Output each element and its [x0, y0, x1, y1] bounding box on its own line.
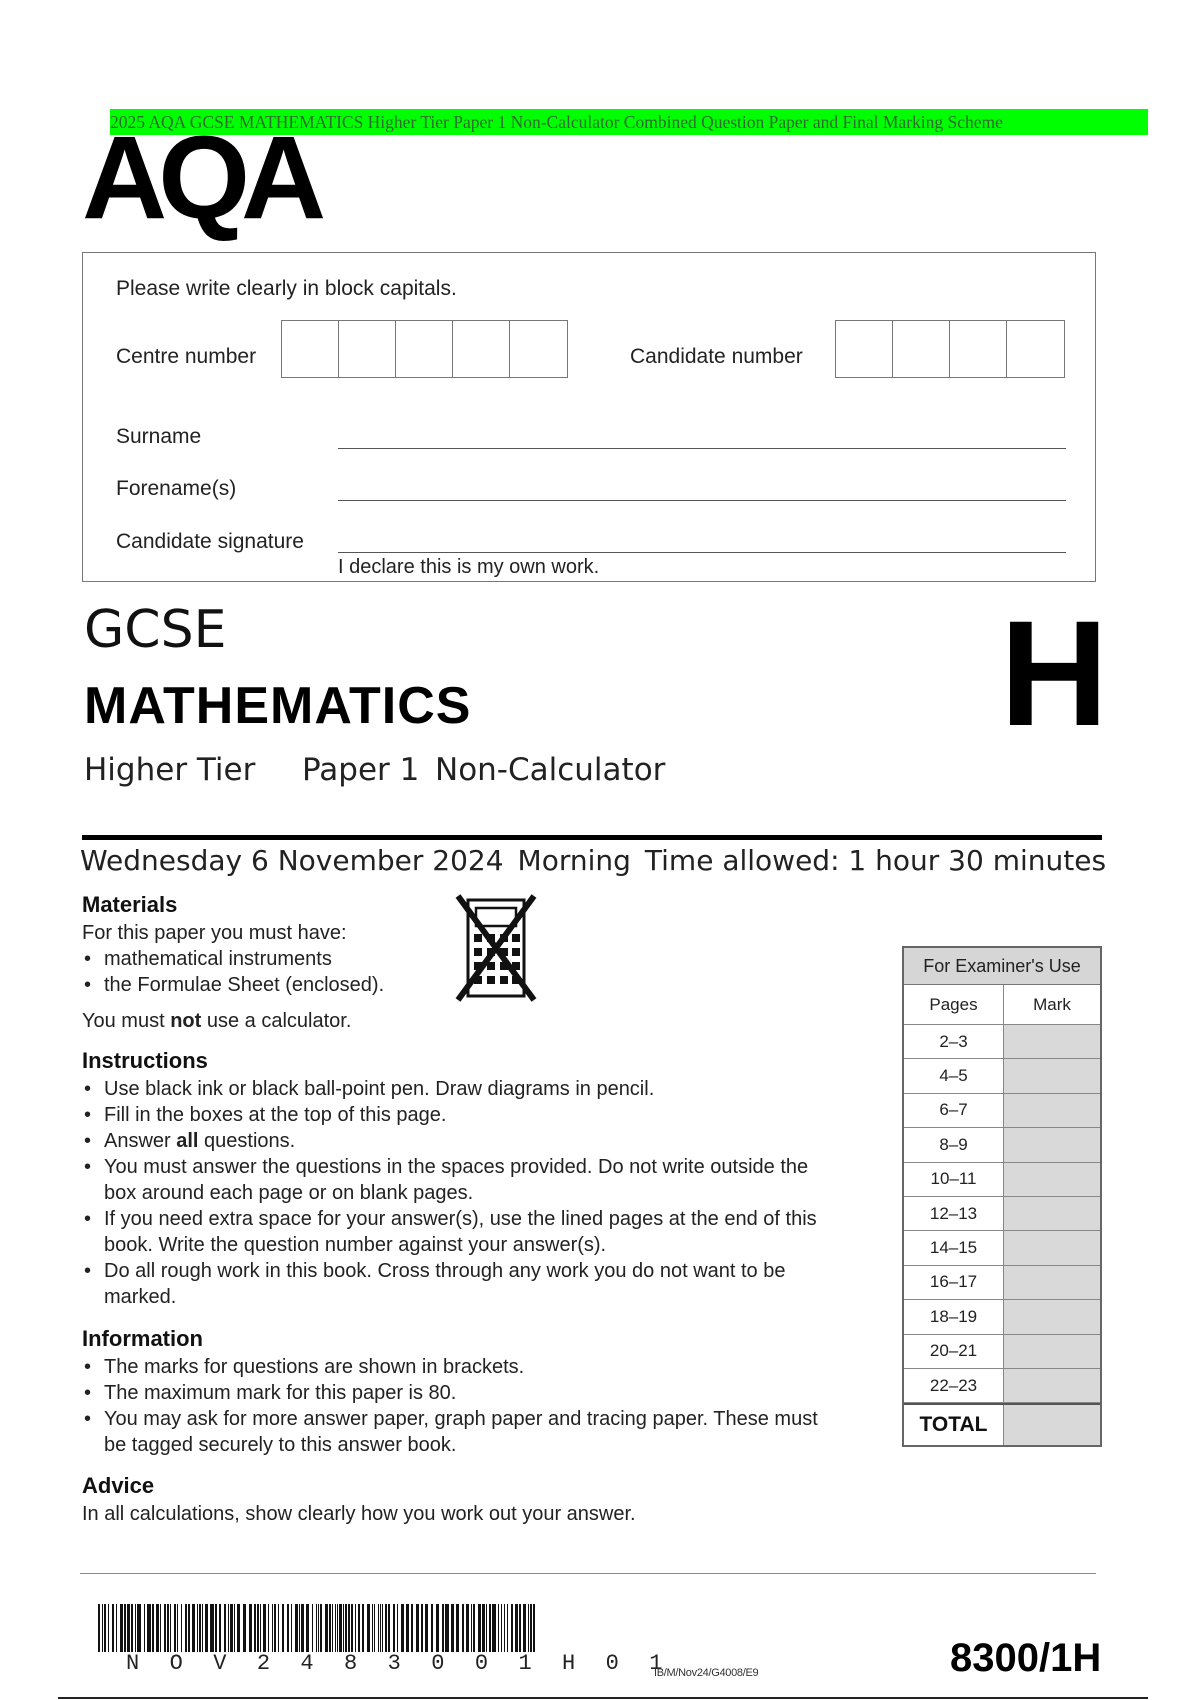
- barcode-bar: [507, 1604, 508, 1652]
- barcode-bar: [170, 1604, 171, 1652]
- centre-number-boxes[interactable]: [281, 320, 568, 378]
- mark-cell: [1004, 1335, 1100, 1368]
- list-item: • The marks for questions are shown in brackets.: [82, 1354, 822, 1380]
- barcode-bar: [382, 1604, 383, 1652]
- footer-divider: [80, 1573, 1096, 1574]
- advice-heading: Advice: [82, 1473, 155, 1498]
- barcode-bar: [291, 1604, 292, 1652]
- barcode-bar: [436, 1604, 439, 1652]
- table-row: [904, 1300, 1100, 1334]
- table-row: [904, 1335, 1100, 1369]
- tier-label: Higher Tier: [84, 752, 256, 788]
- document-title-banner: 2025 AQA GCSE MATHEMATICS Higher Tier Paper 1 Non-Calculator Combined Question Paper and Final Marking Scheme: [110, 109, 1148, 135]
- barcode-bar: [528, 1604, 529, 1652]
- table-row: [904, 1266, 1100, 1300]
- paper-type-label: Non-Calculator: [435, 752, 666, 788]
- barcode-bar: [260, 1604, 261, 1652]
- examiner-use-table: [902, 946, 1102, 1447]
- list-item: • You must answer the questions in the spaces provided. Do not write outside the box around each page or on blank pages.: [82, 1154, 842, 1206]
- list-item: • Use black ink or black ball-point pen. Draw diagrams in pencil.: [82, 1076, 842, 1102]
- barcode-bar: [320, 1604, 322, 1652]
- pages-cell: 22–23: [904, 1369, 1004, 1402]
- barcode-bar: [374, 1604, 375, 1652]
- barcode-bar: [471, 1604, 472, 1652]
- barcode-bar: [147, 1604, 151, 1652]
- candidate-number-digit[interactable]: [950, 321, 1007, 377]
- instructions-heading: Instructions: [82, 1048, 208, 1073]
- mark-cell: [1004, 1094, 1100, 1127]
- barcode-bar: [378, 1604, 379, 1652]
- barcode-bar: [116, 1604, 117, 1652]
- centre-number-label: Centre number: [116, 345, 257, 368]
- total-row: [904, 1403, 1100, 1445]
- barcode-bar: [385, 1604, 387, 1652]
- barcode-bar: [112, 1604, 114, 1652]
- list-item: • Do all rough work in this book. Cross through any work you do not want to be marked.: [82, 1258, 842, 1310]
- barcode-bar: [462, 1604, 464, 1652]
- instruction-bold: all: [176, 1130, 199, 1152]
- barcode-bar: [243, 1604, 246, 1652]
- block-capitals-instruction: Please write clearly in block capitals.: [116, 277, 457, 300]
- barcode-bar: [230, 1604, 233, 1652]
- barcode-bar: [215, 1604, 217, 1652]
- barcode-bar: [135, 1604, 136, 1652]
- table-row: [904, 1197, 1100, 1231]
- barcode-bar: [329, 1604, 331, 1652]
- pages-cell: 20–21: [904, 1335, 1004, 1368]
- barcode-bar: [473, 1604, 475, 1652]
- table-row: [904, 1128, 1100, 1162]
- pages-cell: 16–17: [904, 1266, 1004, 1299]
- barcode-bar: [519, 1604, 521, 1652]
- barcode-bar: [393, 1604, 395, 1652]
- barcode-bar: [367, 1604, 370, 1652]
- information-section: [82, 1326, 822, 1458]
- information-list: [82, 1354, 822, 1458]
- barcode-bar: [515, 1604, 518, 1652]
- centre-number-digit[interactable]: [396, 321, 453, 377]
- barcode-bar: [202, 1604, 203, 1652]
- barcode-bar: [362, 1604, 364, 1652]
- pages-cell: 8–9: [904, 1128, 1004, 1161]
- barcode-bar: [234, 1604, 235, 1652]
- barcode-bar: [104, 1604, 106, 1652]
- barcode-bar: [152, 1604, 154, 1652]
- barcode-bar: [456, 1604, 459, 1652]
- barcode-bar: [482, 1604, 485, 1652]
- page-bottom-rule: [58, 1697, 1148, 1699]
- table-row: [904, 1163, 1100, 1197]
- mark-cell: [1004, 1231, 1100, 1264]
- barcode-bar: [478, 1604, 481, 1652]
- barcode-bar: [425, 1604, 428, 1652]
- barcode-bar: [348, 1604, 350, 1652]
- barcode-bar: [388, 1604, 390, 1652]
- barcode-bar: [306, 1604, 309, 1652]
- mark-cell: [1004, 1163, 1100, 1196]
- calculator-rule-pre: You must: [82, 1010, 171, 1032]
- barcode-bar: [131, 1604, 133, 1652]
- barcode-bar: [416, 1604, 419, 1652]
- mark-cell: [1004, 1128, 1100, 1161]
- barcode-bar: [431, 1604, 433, 1652]
- signature-label: Candidate signature: [116, 530, 304, 553]
- barcode-bar: [199, 1604, 201, 1652]
- barcode-bar: [421, 1604, 423, 1652]
- barcode-bar: [98, 1604, 100, 1652]
- barcode-bar: [120, 1604, 123, 1652]
- barcode-image: [98, 1604, 538, 1656]
- table-row: [904, 1231, 1100, 1265]
- barcode-bar: [466, 1604, 469, 1652]
- table-row: [904, 1369, 1100, 1403]
- mark-column-header: Mark: [1004, 985, 1100, 1024]
- barcode-bar: [219, 1604, 221, 1652]
- exam-session: Morning: [517, 844, 631, 877]
- candidate-number-label: Candidate number: [630, 345, 803, 368]
- information-heading: Information: [82, 1326, 203, 1351]
- advice-text: In all calculations, show clearly how you work out your answer.: [82, 1503, 636, 1525]
- total-label: TOTAL: [904, 1405, 1004, 1445]
- barcode-bar: [523, 1604, 526, 1652]
- barcode-bar: [272, 1604, 273, 1652]
- declaration-text: I declare this is my own work.: [338, 556, 600, 578]
- table-row: [904, 1025, 1100, 1059]
- qualification-title: GCSE: [84, 600, 227, 660]
- barcode-bar: [411, 1604, 413, 1652]
- list-item: • the Formulae Sheet (enclosed).: [82, 972, 482, 998]
- list-item: [82, 1128, 842, 1154]
- calculator-rule-not: not: [170, 1010, 202, 1032]
- barcode-bar: [299, 1604, 300, 1652]
- barcode-bar: [442, 1604, 444, 1652]
- materials-intro: For this paper you must have:: [82, 922, 347, 944]
- barcode-bar: [345, 1604, 347, 1652]
- barcode-bar: [316, 1604, 317, 1652]
- title-divider: [82, 835, 1102, 840]
- barcode-bar: [355, 1604, 356, 1652]
- barcode-bar: [188, 1604, 190, 1652]
- barcode-bar: [287, 1604, 289, 1652]
- paper-code: 8300/1H: [950, 1636, 1102, 1680]
- materials-heading: Materials: [82, 892, 178, 917]
- barcode-bar: [144, 1604, 145, 1652]
- barcode-bar: [160, 1604, 161, 1652]
- barcode-bar: [185, 1604, 187, 1652]
- list-item: • The maximum mark for this paper is 80.: [82, 1380, 822, 1406]
- surname-label: Surname: [116, 425, 202, 448]
- examiner-table-title: For Examiner's Use: [904, 948, 1100, 985]
- barcode-bar: [295, 1604, 298, 1652]
- list-item: • You may ask for more answer paper, graph paper and tracing paper. These must be tagged securely to this answer book.: [82, 1406, 822, 1458]
- pages-cell: 18–19: [904, 1300, 1004, 1333]
- barcode-bar: [451, 1604, 454, 1652]
- surname-field[interactable]: [338, 448, 1066, 449]
- barcode-bar: [337, 1604, 338, 1652]
- barcode-bar: [249, 1604, 252, 1652]
- barcode-bar: [137, 1604, 141, 1652]
- barcode-number: N O V 2 4 8 3 0 0 1 H 0 1: [126, 1651, 672, 1676]
- mark-cell: [1004, 1197, 1100, 1230]
- barcode-bar: [268, 1604, 269, 1652]
- barcode-bar: [343, 1604, 344, 1652]
- barcode-bar: [530, 1604, 532, 1652]
- forenames-field[interactable]: [338, 500, 1066, 501]
- barcode-bar: [156, 1604, 159, 1652]
- barcode-bar: [274, 1604, 276, 1652]
- barcode-bar: [372, 1604, 373, 1652]
- total-mark-cell: [1004, 1405, 1100, 1445]
- materials-section: [82, 892, 482, 1034]
- exam-date: Wednesday 6 November 2024: [80, 844, 504, 877]
- forenames-label: Forename(s): [116, 477, 237, 500]
- barcode-bar: [312, 1604, 313, 1652]
- barcode-bar: [263, 1604, 266, 1652]
- mark-cell: [1004, 1059, 1100, 1092]
- barcode-bar: [102, 1604, 103, 1652]
- mark-cell: [1004, 1025, 1100, 1058]
- candidate-number-boxes[interactable]: [835, 320, 1065, 378]
- barcode-bar: [167, 1604, 169, 1652]
- mark-cell: [1004, 1369, 1100, 1402]
- calculator-rule-post: use a calculator.: [201, 1010, 352, 1032]
- barcode-bar: [498, 1604, 499, 1652]
- list-item: • If you need extra space for your answer(s), use the lined pages at the end of this book. Write the question number against your answer(s).: [82, 1206, 842, 1258]
- barcode-bar: [301, 1604, 304, 1652]
- table-row: [904, 1094, 1100, 1128]
- subject-title: MATHEMATICS: [84, 677, 472, 735]
- barcode-bar: [358, 1604, 360, 1652]
- pages-cell: 10–11: [904, 1163, 1004, 1196]
- barcode-bar: [257, 1604, 259, 1652]
- no-calculator-icon: [454, 892, 538, 1004]
- instructions-list: [82, 1076, 842, 1310]
- centre-number-digit[interactable]: [339, 321, 396, 377]
- barcode-bar: [335, 1604, 336, 1652]
- pages-cell: 4–5: [904, 1059, 1004, 1092]
- pages-cell: 2–3: [904, 1025, 1004, 1058]
- tier-letter: H: [1000, 589, 1109, 757]
- barcode-bar: [397, 1604, 398, 1652]
- barcode-bar: [278, 1604, 279, 1652]
- pages-cell: 6–7: [904, 1094, 1004, 1127]
- barcode-bar: [127, 1604, 130, 1652]
- barcode-bar: [192, 1604, 195, 1652]
- instructions-section: [82, 1048, 842, 1310]
- signature-field[interactable]: [338, 552, 1066, 553]
- instruction-text: questions.: [198, 1130, 296, 1152]
- pages-column-header: Pages: [904, 985, 1004, 1024]
- centre-number-digit[interactable]: [510, 321, 567, 377]
- barcode-bar: [108, 1604, 109, 1652]
- mark-cell: [1004, 1266, 1100, 1299]
- calculator-rule: [82, 1008, 482, 1034]
- pages-cell: 12–13: [904, 1197, 1004, 1230]
- barcode-bar: [177, 1604, 178, 1652]
- barcode-bar: [533, 1604, 535, 1652]
- barcode-bar: [401, 1604, 404, 1652]
- candidate-number-digit[interactable]: [1007, 321, 1064, 377]
- barcode-bar: [210, 1604, 214, 1652]
- advice-section: [82, 1473, 822, 1527]
- barcode-bar: [228, 1604, 229, 1652]
- barcode-bar: [181, 1604, 182, 1652]
- candidate-number-digit[interactable]: [836, 321, 893, 377]
- barcode-bar: [351, 1604, 353, 1652]
- barcode-bar: [492, 1604, 496, 1652]
- reference-code: IB/M/Nov24/G4008/E9: [654, 1667, 759, 1679]
- centre-number-digit[interactable]: [282, 321, 339, 377]
- barcode-bar: [205, 1604, 208, 1652]
- exam-date-line: [80, 844, 1120, 877]
- barcode-bar: [124, 1604, 126, 1652]
- barcode-bar: [339, 1604, 342, 1652]
- instruction-text: Answer: [104, 1130, 177, 1152]
- barcode-bar: [511, 1604, 513, 1652]
- barcode-bar: [332, 1604, 333, 1652]
- barcode-bar: [501, 1604, 502, 1652]
- centre-number-digit[interactable]: [453, 321, 510, 377]
- paper-label: Paper 1: [302, 752, 420, 788]
- barcode-bar: [445, 1604, 449, 1652]
- candidate-number-digit[interactable]: [893, 321, 950, 377]
- barcode-bar: [406, 1604, 409, 1652]
- mark-cell: [1004, 1300, 1100, 1333]
- barcode-bar: [325, 1604, 328, 1652]
- barcode-bar: [164, 1604, 166, 1652]
- barcode-bar: [282, 1604, 284, 1652]
- barcode-bar: [318, 1604, 319, 1652]
- barcode-bar: [489, 1604, 491, 1652]
- barcode-bar: [254, 1604, 256, 1652]
- table-row: [904, 1059, 1100, 1093]
- examiner-table-header: [904, 985, 1100, 1025]
- barcode-bars: [98, 1604, 538, 1656]
- barcode-bar: [224, 1604, 226, 1652]
- barcode-bar: [174, 1604, 176, 1652]
- aqa-logo: AQA: [82, 112, 318, 244]
- barcode-bar: [197, 1604, 198, 1652]
- barcode-bar: [380, 1604, 381, 1652]
- barcode-bar: [237, 1604, 240, 1652]
- list-item: • Fill in the boxes at the top of this page.: [82, 1102, 842, 1128]
- materials-list: [82, 946, 482, 998]
- barcode-bar: [486, 1604, 487, 1652]
- list-item: • mathematical instruments: [82, 946, 482, 972]
- pages-cell: 14–15: [904, 1231, 1004, 1264]
- time-allowed: Time allowed: 1 hour 30 minutes: [644, 844, 1107, 877]
- barcode-bar: [504, 1604, 505, 1652]
